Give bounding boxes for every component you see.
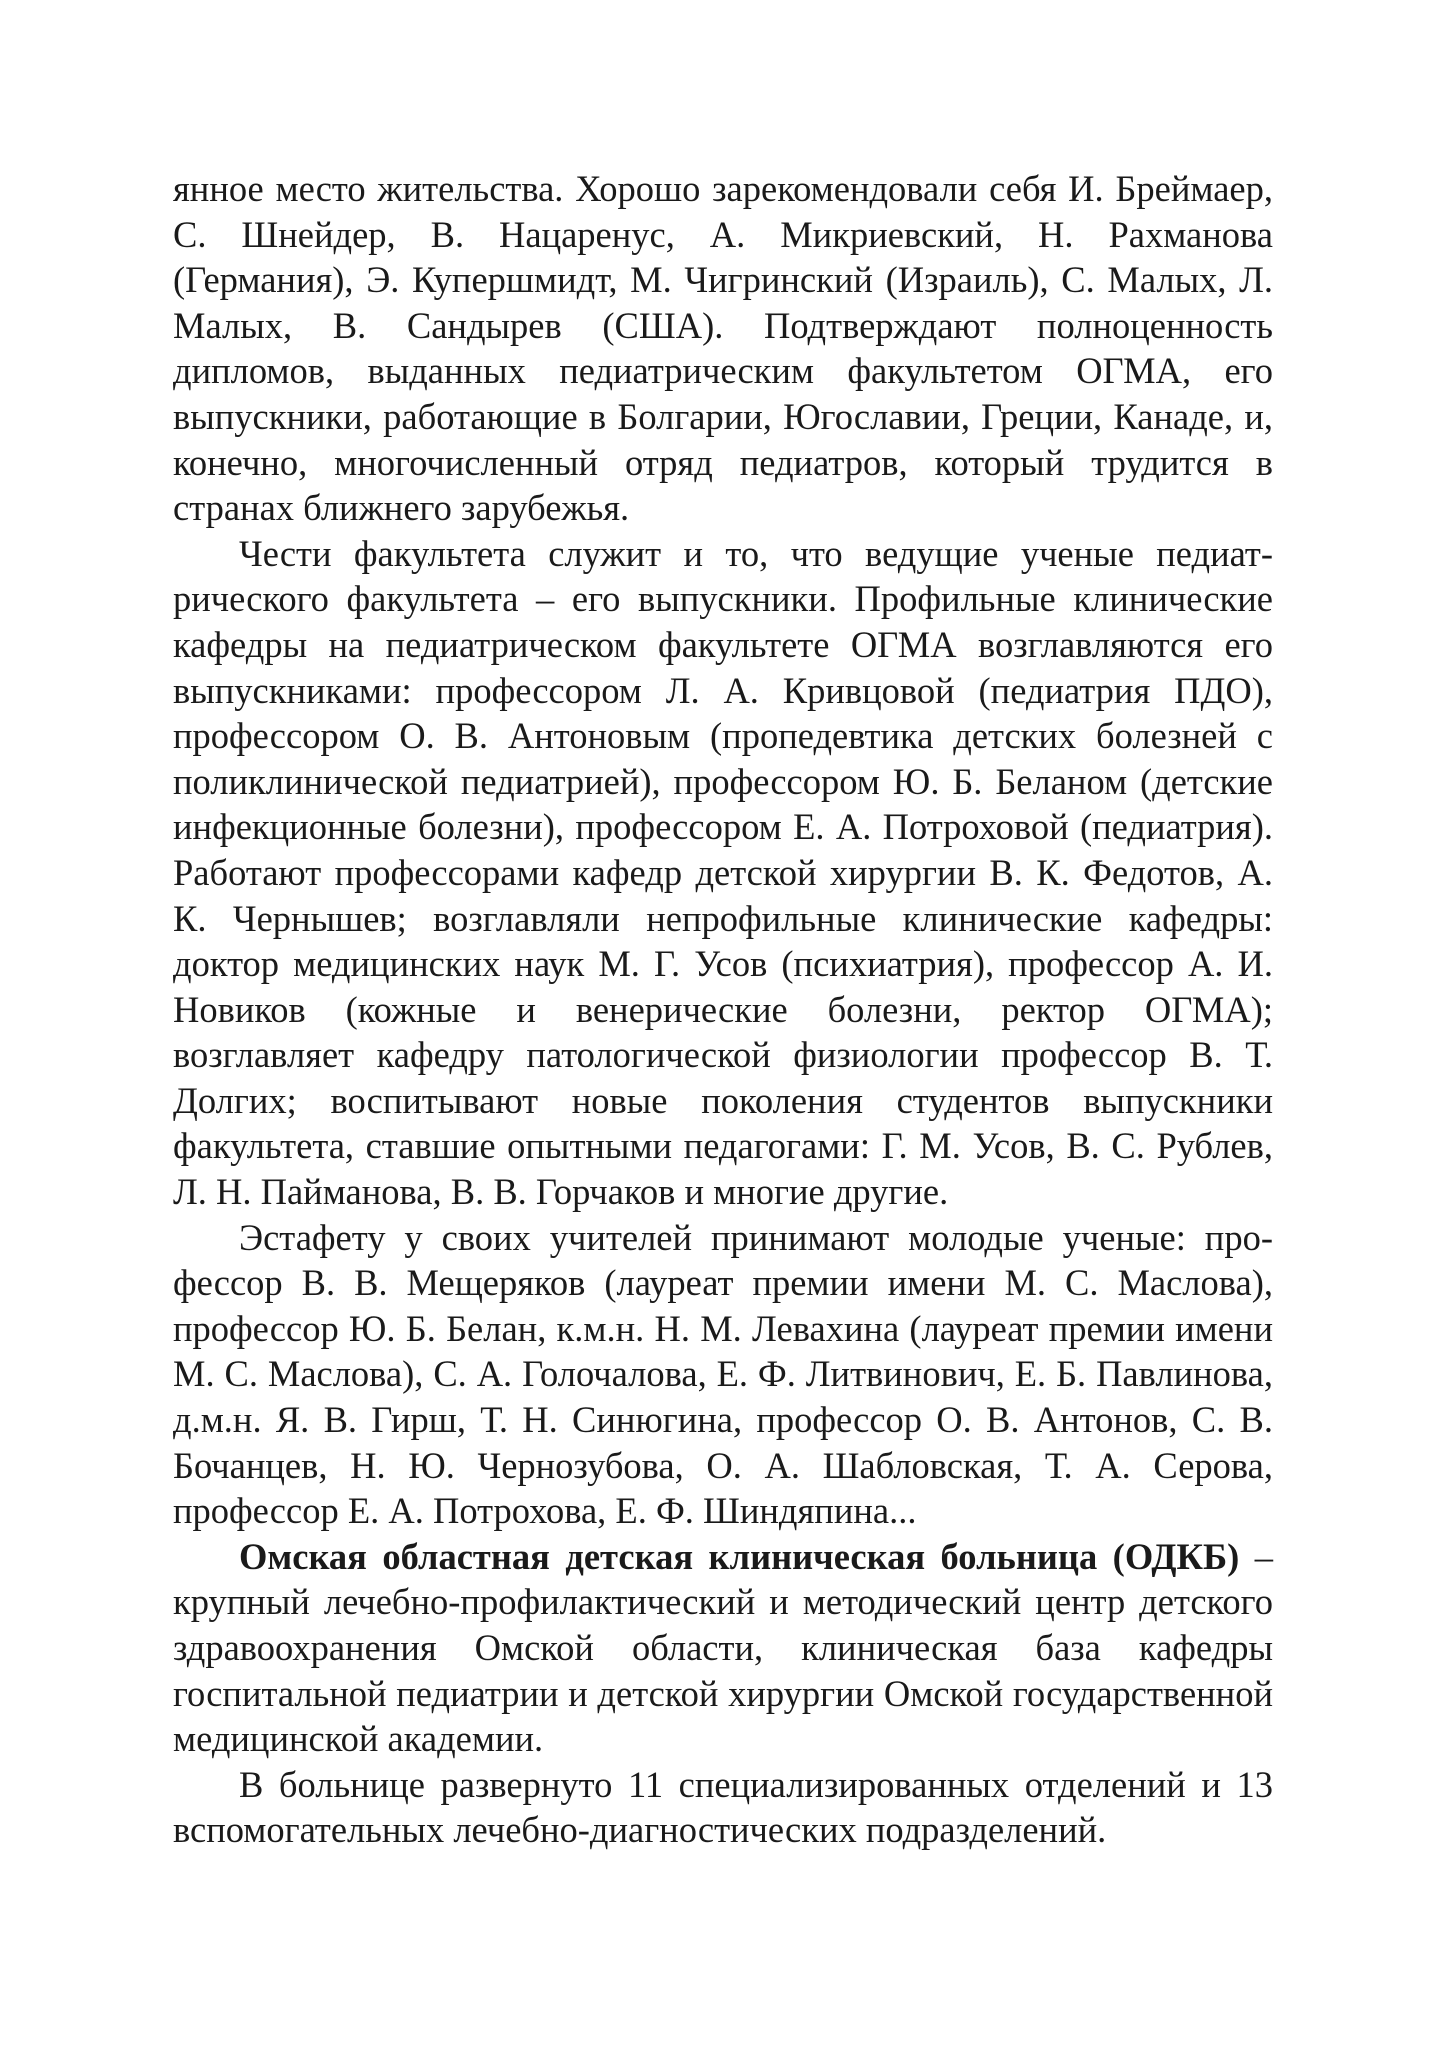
odkb-title: Омская областная детская клиническая больница (ОДКБ) bbox=[239, 1535, 1240, 1577]
paragraph-odkb bbox=[173, 1534, 1273, 1762]
odkb-description: – крупный лечебно-профилактический и методический центр детского здравоохранения Омской области, клиническая база кафедры госпитальной педиатрии и детской хирургии Омской государственной медицинской академии. bbox=[173, 1535, 1274, 1760]
paragraph-residence-graduates: янное место жительства. Хорошо зарекомендовали себя И. Бреймаер, С. Шнейдер, В. Нацаренус, А. Микриевский, Н. Рахманова (Германия), Э. Купершмидт, М. Чигринский (Израиль), С. Малых, Л. Малых, В. Сандырев (США). Подтверждают полноценность дипломов, выданных педиатрическим факультетом ОГМА, его выпускники, работающие в Болгарии, Югославии, Греции, Канаде, и, конечно, многочисленный отряд педиатров, который трудится в странах ближнего зарубежья. bbox=[173, 168, 1273, 529]
paragraph-faculty-scientists: Чести факультета служит и то, что ведущие ученые педиатрического факультета – его выпускники. Профильные клинические кафедры на педиатрическом факультете ОГМА возглавляются его выпускниками: профессором Л. А. Кривцовой (педиатрия ПДО), профессором О. В. Антоновым (пропедевтика детских болезней с поликлинической педиатрией), профессором Ю. Б. Беланом (детские инфекционные болезни), профессором Е. А. Потроховой (педиатрия). Работают профессорами кафедр детской хирургии В. К. Федотов, А. К. Чернышев; возглавляли непрофильные клинические кафедры: доктор медицинских наук М. Г. Усов (психиатрия), профессор А. И. Новиков (кожные и венерические болезни, ректор ОГМА); возглавляет кафедру патологической физиологии профессор В. Т. Долгих; воспитывают новые поколения студентов выпускники факультета, ставшие опытными педагогами: Г. М. Усов, В. С. Рублев, Л. Н. Пайманова, В. В. Горчаков и многие другие. bbox=[173, 532, 1273, 1213]
page-body bbox=[173, 166, 1273, 1853]
paragraph-departments: В больнице развернуто 11 специализированных отделений и 13 вспомогательных лечебно-диагностических подразделений. bbox=[173, 1763, 1273, 1851]
paragraph-young-scientists: Эстафету у своих учителей принимают молодые ученые: профессор В. В. Мещеряков (лауреат премии имени М. С. Маслова), профессор Ю. Б. Белан, к.м.н. Н. М. Левахина (лауреат премии имени М. С. Маслова), С. А. Голочалова, Е. Ф. Литвинович, Е. Б. Павлинова, д.м.н. Я. В. Гирш, Т. Н. Синюгина, профессор О. В. Антонов, С. В. Бочанцев, Н. Ю. Чернозубова, О. А. Шабловская, Т. А. Серова, профессор Е. А. Потрохова, Е. Ф. Шиндяпина... bbox=[173, 1216, 1273, 1532]
